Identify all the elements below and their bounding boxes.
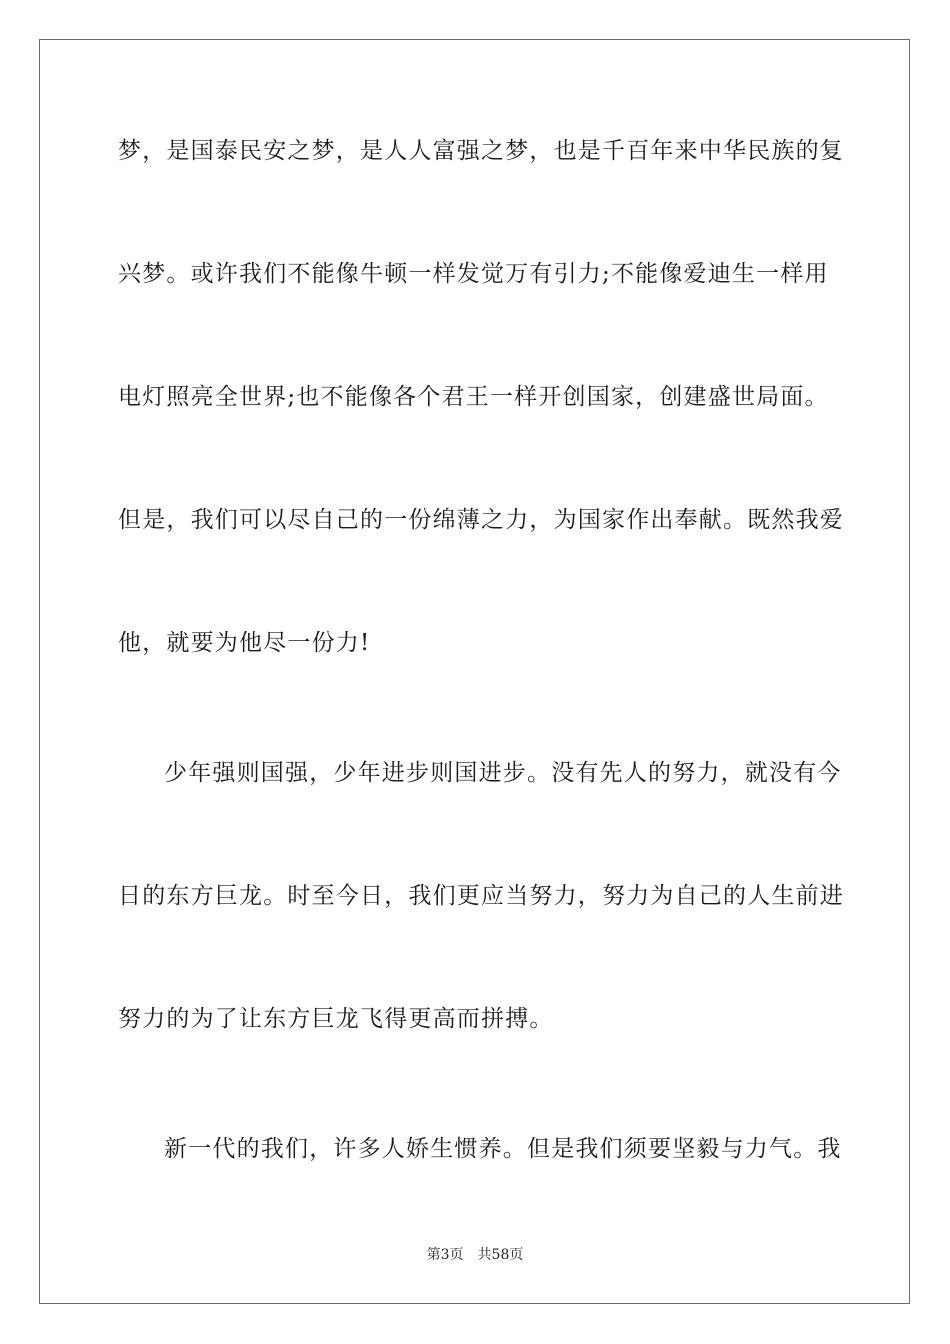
page-number: 第3页 [426, 1247, 464, 1263]
text-line: 努力的为了让东方巨龙飞得更高而拼搏。 [118, 1006, 554, 1032]
text-line-paragraph-start: 新一代的我们，许多人娇生惯养。但是我们须要坚毅与力气。我 [164, 1136, 842, 1162]
text-line: 他，就要为他尽一份力! [118, 630, 371, 656]
text-line: 兴梦。或许我们不能像牛顿一样发觉万有引力;不能像爱迪生一样用 [118, 261, 829, 287]
text-line: 梦，是国泰民安之梦，是人人富强之梦，也是千百年来中华民族的复 [118, 138, 844, 164]
text-line: 电灯照亮全世界;也不能像各个君王一样开创国家，创建盛世局面。 [118, 384, 829, 410]
page-total: 共58页 [477, 1247, 524, 1263]
text-line: 但是，我们可以尽自己的一份绵薄之力，为国家作出奉献。既然我爱 [118, 507, 844, 533]
text-line-paragraph-start: 少年强则国强，少年进步则国进步。没有先人的努力，就没有今 [164, 760, 842, 786]
page-frame [39, 39, 910, 1304]
text-line: 日的东方巨龙。时至今日，我们更应当努力，努力为自己的人生前进 [118, 883, 844, 909]
page-footer [0, 1246, 950, 1264]
